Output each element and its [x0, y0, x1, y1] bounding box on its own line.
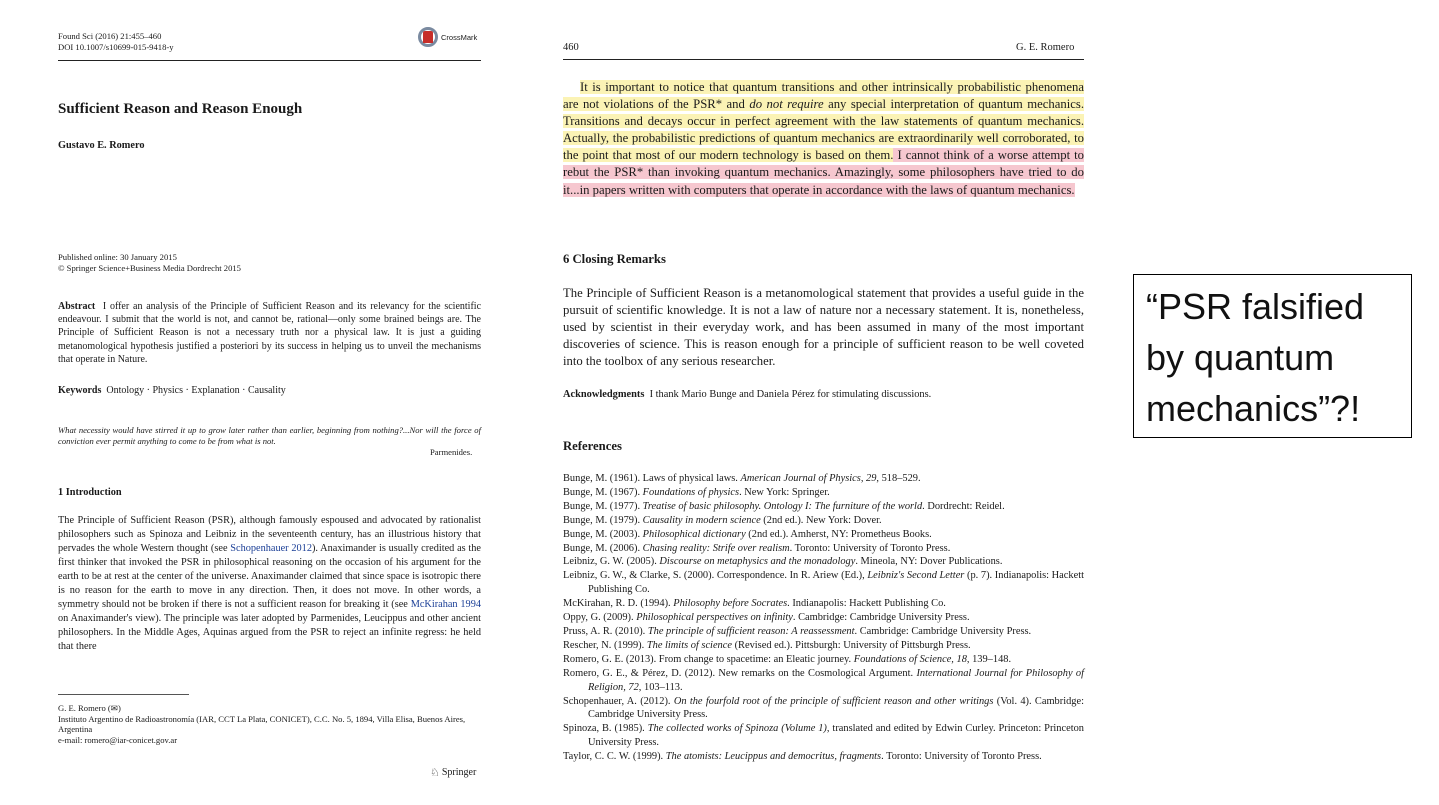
citation-link-schopenhauer[interactable]: Schopenhauer 2012	[230, 543, 312, 554]
reference-title: The limits of science	[646, 639, 732, 651]
reference-item	[563, 555, 1084, 569]
highlight-pink: I cannot think of a worse attempt to rebut the PSR* than invoking quantum mechanics. Amazingly, some philosophers have tried to do it...in papers written with computers that operate in accordance with the laws of quantum mechanics.	[563, 148, 1084, 197]
reference-item	[563, 625, 1084, 639]
highlight-yellow-2: any special interpretation of quantum mechanics. Transitions and decays occur in perfect agreement with the law statements of quantum mechanics. Actually, the probabilistic predictions of quantum mechanics are extraordinarily well corroborated, to the point that most of our modern technology is based on them.	[563, 97, 1084, 163]
right-page	[540, 0, 1100, 805]
footnote-affiliation: Instituto Argentino de Radioastronomía (IAR, CCT La Plata, CONICET), C.C. No. 5, 1894, Villa Elisa, Buenos Aires, Argentina	[58, 713, 466, 735]
closing-heading: 6 Closing Remarks	[563, 252, 666, 266]
reference-text: Bunge, M. (1961). Laws of physical laws.	[563, 473, 741, 484]
footnote	[58, 703, 481, 745]
reference-title: The atomists: Leucippus and democritus, fragments	[665, 751, 882, 763]
acknowledgments	[563, 389, 931, 400]
reference-title: The collected works of Spinoza (Volume 1)	[647, 723, 827, 735]
reference-item	[563, 722, 1084, 750]
header-rule	[563, 59, 1084, 60]
reference-title: Discourse on metaphysics and the monadology	[659, 556, 856, 568]
crossmark-badge[interactable]	[418, 27, 477, 47]
reference-text: Romero, G. E. (2013). From change to spacetime: an Eleatic journey.	[563, 653, 854, 665]
reference-text: Schopenhauer, A. (2012).	[563, 695, 674, 707]
references-heading: References	[563, 439, 622, 453]
reference-item	[563, 653, 1084, 667]
reference-item	[563, 486, 1084, 500]
intro-text-2: ). Anaximander is usually credited as the first thinker that invoked the PSR in philosophical reasoning on the occasion of his argument for the earth to be at rest at the center of the universe. Anaximander claimed that since space is isotropic there is no reason for the earth to move in any direction. Then, it does not move. In other words, a symmetry should not be broken if there is not a sufficient reason for breaking it (see	[58, 543, 481, 610]
reference-title: Causality in modern science	[642, 514, 761, 526]
reference-item	[563, 695, 1084, 723]
highlight-yellow-1: It is important to notice that quantum transitions and other intrinsically probabilistic phenomena are not violations of the PSR* and	[563, 80, 1084, 112]
reference-text: McKirahan, R. D. (1994).	[563, 598, 674, 610]
running-head: G. E. Romero	[1016, 42, 1075, 53]
reference-title: On the fourfold root of the principle of sufficient reason and other writings	[673, 695, 994, 707]
published-date: Published online: 30 January 2015	[58, 252, 177, 262]
reference-title: Leibniz's Second Letter	[867, 570, 965, 582]
reference-tail: (p. 7). Indianapolis: Hackett Publishing Co.	[588, 570, 1084, 596]
author-name: Gustavo E. Romero	[58, 140, 145, 151]
acknowledgments-label: Acknowledgments	[563, 389, 645, 400]
reference-tail: . Toronto: University of Toronto Press.	[881, 751, 1042, 763]
reference-tail: . Cambridge: Cambridge University Press.	[854, 625, 1032, 637]
reference-item	[563, 472, 1084, 486]
reference-text: Oppy, G. (2009).	[563, 612, 637, 624]
header-rule	[58, 60, 481, 61]
reference-text: Leibniz, G. W., & Clarke, S. (2000). Correspondence. In R. Ariew (Ed.),	[563, 570, 868, 582]
reference-text: Romero, G. E., & Pérez, D. (2012). New remarks on the Cosmological Argument.	[563, 667, 917, 679]
reference-item	[563, 597, 1084, 611]
left-page	[0, 0, 520, 805]
publisher-logo	[430, 766, 476, 779]
abstract-text: I offer an analysis of the Principle of Sufficient Reason and its relevancy for the scientific endeavour. I submit that the world is not, and cannot be, rational—only some brained beings are. The Principle of Sufficient Reason is not a necessary truth nor a physical law. It is just a guiding metanomological hypothesis justified a posteriori by its success in helping us to unveil the mechanisms that operate in Nature.	[58, 301, 482, 365]
reference-text: Bunge, M. (1967).	[563, 486, 643, 498]
journal-line: Found Sci (2016) 21:455–460	[58, 31, 162, 41]
reference-text: Spinoza, B. (1985).	[563, 723, 648, 735]
reference-text: Bunge, M. (1977).	[563, 500, 643, 512]
reference-tail: . Mineola, NY: Dover Publications.	[855, 556, 1003, 568]
callout-box	[1133, 274, 1412, 438]
abstract	[58, 300, 481, 366]
doi-line: DOI 10.1007/s10699-015-9418-y	[58, 42, 174, 52]
reference-tail: , translated and edited by Edwin Curley. Princeton: Princeton University Press.	[588, 723, 1084, 749]
reference-title: International Journal for Philosophy of Religion, 72	[588, 667, 1085, 693]
keywords-text: Ontology · Physics · Explanation · Causality	[106, 385, 286, 396]
reference-tail: , 518–529.	[876, 473, 921, 484]
reference-tail: . Toronto: University of Toronto Press.	[789, 542, 951, 554]
intro-text-3: on Anaximander's view). The principle was later adopted by Parmenides, Leucippus and other ancient philosophers. In the Middle Ages, Aquinas argued from the PSR to reject an infinite regress: he held that there	[58, 613, 481, 652]
reference-title: Treatise of basic philosophy. Ontology I: The furniture of the world	[642, 500, 923, 512]
callout-text: “PSR falsified by quantum mechanics”?!	[1146, 286, 1365, 429]
springer-horse-icon: ♘	[430, 767, 440, 779]
reference-item	[563, 611, 1084, 625]
highlight-yellow-emphasis: do not require	[749, 97, 824, 112]
intro-paragraph	[58, 514, 481, 654]
keywords-label: Keywords	[58, 385, 102, 396]
reference-tail: . Dordrecht: Reidel.	[922, 500, 1005, 512]
epigraph: What necessity would have stirred it up to grow later rather than earlier, beginning from nothing?...Nor will the force of conviction ever permit anything to come to be from what is not.	[58, 425, 481, 446]
reference-item	[563, 528, 1084, 542]
reference-title: American Journal of Physics, 29	[740, 473, 877, 484]
reference-title: Philosophical dictionary	[642, 528, 746, 540]
reference-text: Rescher, N. (1999).	[563, 639, 647, 651]
reference-tail: (Vol. 4). Cambridge: Cambridge University Press.	[588, 695, 1084, 721]
publisher-name: Springer	[441, 767, 477, 778]
reference-tail: (Revised ed.). Pittsburgh: University of Pittsburgh Press.	[731, 639, 971, 651]
reference-tail: . Cambridge: Cambridge University Press.	[792, 612, 970, 624]
paper-title: Sufficient Reason and Reason Enough	[58, 101, 303, 117]
closing-paragraph: The Principle of Sufficient Reason is a metanomological statement that provides a useful guide in the pursuit of scientific knowledge. It is not a law of nature nor a necessary statement. It is, nonetheless, used by scientist in their everyday work, and has been assumed in many of the most important discoveries of science. This is reason enough for a principle of sufficient reason to be well coveted into the toolbox of any serious researcher.	[563, 286, 1084, 369]
reference-tail: . New York: Springer.	[739, 486, 830, 498]
copyright: © Springer Science+Business Media Dordrecht 2015	[58, 263, 241, 273]
citation-link-mckirahan[interactable]: McKirahan 1994	[410, 599, 481, 610]
reference-tail: , 139–148.	[966, 653, 1012, 665]
highlighted-paragraph	[563, 79, 1084, 199]
abstract-label: Abstract	[58, 301, 96, 312]
reference-title: Philosophy before Socrates	[673, 598, 788, 610]
reference-list	[563, 472, 1084, 764]
reference-title: The principle of sufficient reason: A reassessment	[647, 625, 855, 637]
intro-heading: 1 Introduction	[58, 487, 122, 498]
footnote-rule	[58, 694, 189, 695]
reference-item	[563, 569, 1084, 597]
page-number: 460	[563, 42, 579, 53]
reference-text: Bunge, M. (2003).	[563, 528, 643, 540]
reference-tail: (2nd ed.). New York: Dover.	[760, 514, 882, 526]
crossmark-label: CrossMark	[441, 32, 478, 42]
reference-text: Leibniz, G. W. (2005).	[563, 556, 660, 568]
reference-text: Bunge, M. (1979).	[563, 514, 643, 526]
reference-item	[563, 500, 1084, 514]
footnote-email: e-mail: romero@iar-conicet.gov.ar	[58, 734, 178, 745]
reference-tail: . Indianapolis: Hackett Publishing Co.	[787, 598, 946, 610]
reference-item	[563, 667, 1084, 695]
reference-title: Foundations of physics	[642, 486, 740, 498]
acknowledgments-text: I thank Mario Bunge and Daniela Pérez for stimulating discussions.	[649, 389, 932, 400]
reference-title: Foundations of Science, 18	[853, 653, 967, 665]
reference-title: Philosophical perspectives on infinity	[636, 612, 793, 624]
crossmark-icon	[418, 27, 438, 47]
reference-item	[563, 750, 1084, 764]
reference-text: Taylor, C. C. W. (1999).	[563, 751, 666, 763]
reference-text: Pruss, A. R. (2010).	[563, 625, 648, 637]
intro-text-1: The Principle of Sufficient Reason (PSR), although famously espoused and advocated by rationalist philosophers such as Spinoza and Leibniz in the seventeenth century, has an illustrious history that pervades the whole Western thought (see	[58, 515, 481, 554]
footnote-name: G. E. Romero (✉)	[58, 703, 121, 713]
reference-tail: , 103–113.	[638, 681, 683, 693]
reference-item	[563, 514, 1084, 528]
reference-item	[563, 542, 1084, 556]
reference-item	[563, 639, 1084, 653]
reference-title: Chasing reality: Strife over realism	[642, 542, 790, 554]
reference-text: Bunge, M. (2006).	[563, 542, 643, 554]
reference-tail: (2nd ed.). Amherst, NY: Prometheus Books.	[745, 528, 932, 540]
keywords	[58, 385, 286, 396]
epigraph-author: Parmenides.	[430, 447, 473, 457]
